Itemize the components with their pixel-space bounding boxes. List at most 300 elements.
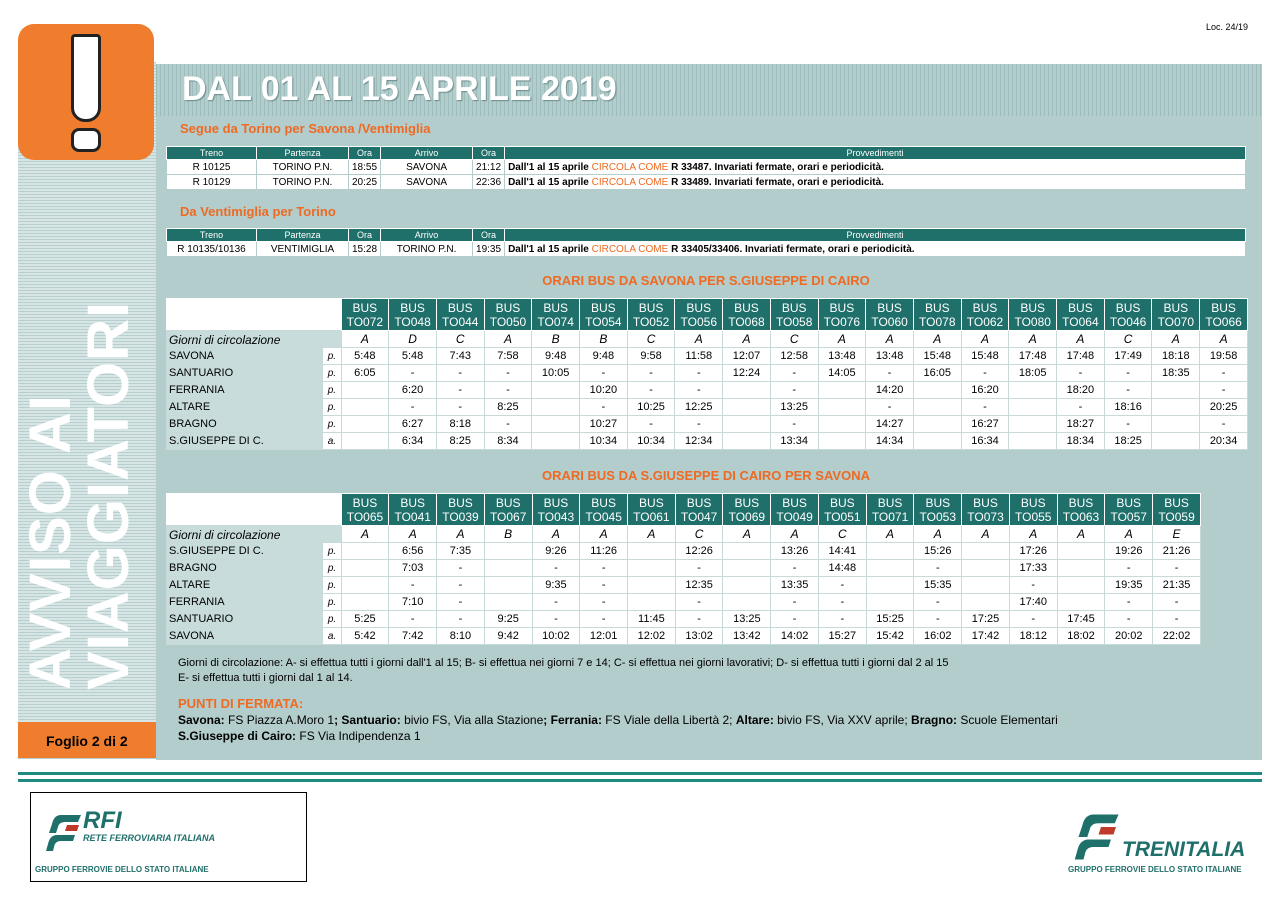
time-cell: 16:27 <box>961 416 1009 433</box>
time-cell: - <box>1104 382 1152 399</box>
time-cell: 6:05 <box>341 365 389 382</box>
time-cell <box>341 433 389 450</box>
time-cell: 19:26 <box>1105 543 1153 560</box>
bus-code-value: TO054 <box>585 314 622 329</box>
bus-code-value: TO044 <box>442 314 479 329</box>
stop-row <box>167 560 1201 577</box>
time-cell: - <box>1057 365 1105 382</box>
prov-text: Dall'1 al 15 aprile <box>508 176 592 188</box>
time-cell: 5:25 <box>341 611 389 628</box>
bus-code <box>866 299 914 331</box>
time-cell <box>1057 560 1105 577</box>
stop-pa: a. <box>323 628 341 645</box>
time-cell: - <box>389 365 437 382</box>
time-cell <box>341 399 389 416</box>
stop-name: SANTUARIO <box>167 611 323 628</box>
day-code: A <box>961 331 1009 348</box>
bus-label: BUS <box>924 300 950 315</box>
time-cell: - <box>1153 560 1201 577</box>
stop-savona-label: Savona: <box>178 713 225 727</box>
day-code: A <box>1057 526 1105 543</box>
cell-ora2: 22:36 <box>473 175 505 190</box>
column-header: Ora <box>349 229 381 242</box>
cell-arrivo: TORINO P.N. <box>381 242 473 257</box>
stops-line-1 <box>178 712 1058 728</box>
time-cell: - <box>818 594 866 611</box>
time-cell <box>723 433 771 450</box>
trenitalia-logo-icon <box>1068 812 1124 862</box>
time-cell <box>341 543 389 560</box>
prov-text: R 33489. Invariati fermate, orari e periodicità. <box>668 176 884 188</box>
bus-code <box>961 299 1009 331</box>
rfi-group: GRUPPO FERROVIE DELLO STATO ITALIANE <box>35 865 209 874</box>
time-cell: 8:34 <box>484 433 532 450</box>
time-cell: - <box>1200 365 1248 382</box>
bus-code <box>675 494 723 526</box>
bus-code <box>532 494 580 526</box>
day-code: A <box>341 526 389 543</box>
time-cell: 5:48 <box>389 348 437 365</box>
time-cell: - <box>532 594 580 611</box>
bus-code <box>866 494 914 526</box>
bus-code <box>914 494 962 526</box>
table-header-row <box>167 147 1246 160</box>
days-label: Giorni di circolazione <box>167 331 342 348</box>
day-code: A <box>1009 526 1057 543</box>
bus-label: BUS <box>448 495 473 510</box>
bus-code-value: TO066 <box>1205 314 1242 329</box>
time-cell <box>1057 594 1105 611</box>
days-row <box>167 526 1201 543</box>
bus-label: BUS <box>734 300 759 315</box>
bus-label: BUS <box>591 300 616 315</box>
train-table-ventimiglia-torino <box>166 228 1246 257</box>
time-cell <box>913 399 961 416</box>
document-reference: Loc. 24/19 <box>1205 22 1248 32</box>
footer-stripe <box>18 779 1262 782</box>
stop-row <box>167 577 1201 594</box>
time-cell: 13:42 <box>723 628 771 645</box>
time-cell: 6:20 <box>389 382 437 399</box>
time-cell: - <box>627 365 675 382</box>
stop-pa: p. <box>323 594 341 611</box>
bus-label: BUS <box>877 495 903 510</box>
time-cell <box>532 399 580 416</box>
bus-code-value: TO076 <box>823 314 861 329</box>
time-cell: - <box>1200 416 1248 433</box>
time-cell: 18:34 <box>1057 433 1105 450</box>
bus-code <box>532 299 580 331</box>
time-cell: 15:26 <box>914 543 962 560</box>
stop-pa: p. <box>323 577 341 594</box>
bus-code <box>436 299 484 331</box>
time-cell: - <box>1105 594 1153 611</box>
bus-label: BUS <box>400 495 426 510</box>
time-cell: 13:48 <box>866 348 914 365</box>
bus-code <box>771 494 819 526</box>
stop-santuario-label: ; Santuario: <box>334 713 401 727</box>
bus-label: BUS <box>972 300 998 315</box>
time-cell: - <box>1105 611 1153 628</box>
time-cell: 10:02 <box>532 628 580 645</box>
time-cell: 12:58 <box>770 348 818 365</box>
time-cell <box>818 416 866 433</box>
time-cell: 17:40 <box>1009 594 1057 611</box>
time-cell: - <box>818 611 866 628</box>
time-cell: - <box>389 577 437 594</box>
time-cell: 15:25 <box>866 611 914 628</box>
time-cell <box>866 577 914 594</box>
stop-row <box>167 365 1248 382</box>
time-cell <box>341 560 389 577</box>
time-cell <box>866 543 914 560</box>
time-cell <box>913 433 961 450</box>
time-cell: 17:48 <box>1009 348 1057 365</box>
column-header: Arrivo <box>381 229 473 242</box>
stop-row <box>167 611 1201 628</box>
time-cell: - <box>580 594 628 611</box>
column-header: Treno <box>167 229 257 242</box>
bus-code-value: TO059 <box>1158 509 1195 524</box>
bus-code-value: TO047 <box>680 509 718 524</box>
bus-label: BUS <box>782 495 807 510</box>
stop-ferrania-label: ; Ferrania: <box>543 713 602 727</box>
time-cell: 21:35 <box>1153 577 1201 594</box>
time-cell: - <box>675 594 723 611</box>
page-title: DAL 01 AL 15 APRILE 2019 <box>182 70 617 108</box>
notes-line-2: E- si effettua tutti i giorni dal 1 al 14. <box>178 672 353 684</box>
time-cell <box>484 577 532 594</box>
time-cell: 17:25 <box>962 611 1010 628</box>
time-cell <box>532 416 580 433</box>
time-cell: - <box>532 611 580 628</box>
time-cell: 18:02 <box>1057 628 1105 645</box>
time-cell: 5:42 <box>341 628 389 645</box>
time-cell: 20:25 <box>1200 399 1248 416</box>
days-label: Giorni di circolazione <box>167 526 342 543</box>
bus-label: BUS <box>400 300 425 315</box>
time-cell: 14:27 <box>866 416 914 433</box>
bus-code-value: TO041 <box>394 509 431 524</box>
column-header: Partenza <box>257 229 349 242</box>
stop-name: S.GIUSEPPE DI C. <box>167 543 323 560</box>
stop-row <box>167 348 1248 365</box>
time-cell: - <box>818 577 866 594</box>
cell-provvedimenti <box>505 160 1246 175</box>
time-cell: - <box>866 399 914 416</box>
stop-row <box>167 628 1201 645</box>
bus-code <box>341 299 389 331</box>
time-cell <box>723 560 771 577</box>
exclamation-bar <box>71 34 101 122</box>
bus-code-value: TO045 <box>585 509 622 524</box>
day-code: A <box>532 526 580 543</box>
stop-name: SAVONA <box>167 628 323 645</box>
column-header: Ora <box>349 147 381 160</box>
time-cell: 19:35 <box>1105 577 1153 594</box>
time-cell <box>341 382 389 399</box>
time-cell: 18:16 <box>1104 399 1152 416</box>
stop-cairo-label: S.Giuseppe di Cairo: <box>178 729 297 743</box>
bus-label: BUS <box>1020 495 1046 510</box>
time-cell: 17:48 <box>1057 348 1105 365</box>
stop-name: FERRANIA <box>167 594 323 611</box>
bus-label: BUS <box>543 300 568 315</box>
day-code: C <box>627 331 675 348</box>
bus-code <box>1009 494 1057 526</box>
time-cell: - <box>627 382 675 399</box>
time-cell: 15:35 <box>914 577 962 594</box>
bus-code-value: TO071 <box>871 509 909 524</box>
footer-stripe <box>18 772 1262 775</box>
bus-code-row <box>167 494 1201 526</box>
time-cell: 10:34 <box>580 433 628 450</box>
notes-line-1: Giorni di circolazione: A- si effettua tutti i giorni dall'1 al 15; B- si effettua nei giorni 7 e 14; C- si effettua nei giorni lavorativi; D- si effettua tutti i giorni dal 2 al 15 <box>178 657 949 669</box>
time-cell: 16:34 <box>961 433 1009 450</box>
stop-pa: p. <box>323 399 341 416</box>
bus-code-value: TO060 <box>871 314 908 329</box>
bus-code <box>437 494 485 526</box>
time-cell <box>532 433 580 450</box>
time-cell: - <box>1009 577 1057 594</box>
time-cell: 12:02 <box>628 628 676 645</box>
stop-row <box>167 399 1248 416</box>
day-code: B <box>580 331 628 348</box>
bus-code <box>818 299 866 331</box>
time-cell: 7:35 <box>437 543 485 560</box>
time-cell <box>1152 416 1200 433</box>
time-cell <box>723 399 771 416</box>
stop-pa: p. <box>323 382 341 399</box>
cell-ora2: 19:35 <box>473 242 505 257</box>
time-cell: 12:26 <box>675 543 723 560</box>
time-cell: 14:02 <box>771 628 819 645</box>
bus-code-value: TO062 <box>966 314 1004 329</box>
day-code: C <box>436 331 484 348</box>
time-cell <box>1057 543 1105 560</box>
time-cell: 13:35 <box>771 577 819 594</box>
time-cell: 8:10 <box>437 628 485 645</box>
cell-treno: R 10129 <box>167 175 257 190</box>
time-cell: 21:26 <box>1153 543 1201 560</box>
bus-code-value: TO056 <box>680 314 717 329</box>
time-cell <box>341 577 389 594</box>
stop-pa: p. <box>323 416 341 433</box>
day-code: A <box>913 331 961 348</box>
bus-label: BUS <box>495 495 521 510</box>
time-cell: 16:20 <box>961 382 1009 399</box>
time-cell: 13:26 <box>771 543 819 560</box>
bus-label: BUS <box>638 300 664 315</box>
time-cell: 9:25 <box>484 611 532 628</box>
time-cell <box>962 543 1010 560</box>
table-row <box>167 175 1246 190</box>
time-cell: 13:34 <box>770 433 818 450</box>
time-cell: - <box>961 365 1009 382</box>
bus-cairo-savona-heading: ORARI BUS DA S.GIUSEPPE DI CAIRO PER SAVONA <box>542 468 870 483</box>
time-cell: 7:43 <box>436 348 484 365</box>
time-cell: 18:18 <box>1152 348 1200 365</box>
stops-title: PUNTI DI FERMATA: <box>178 696 304 711</box>
time-cell: 13:25 <box>723 611 771 628</box>
column-header: Ora <box>473 147 505 160</box>
time-cell: - <box>1104 416 1152 433</box>
bus-label: BUS <box>1068 300 1093 315</box>
time-cell: 8:25 <box>436 433 484 450</box>
bus-label: BUS <box>686 495 712 510</box>
bus-code-value: TO065 <box>346 509 384 524</box>
time-cell: 11:45 <box>628 611 676 628</box>
day-code: A <box>962 526 1010 543</box>
bus-code-value: TO074 <box>537 314 574 329</box>
time-cell: - <box>580 399 628 416</box>
time-cell: - <box>437 560 485 577</box>
time-cell: 9:48 <box>532 348 580 365</box>
day-code: A <box>723 331 771 348</box>
time-cell <box>628 577 676 594</box>
bus-label: BUS <box>781 300 807 315</box>
bus-label: BUS <box>1020 300 1046 315</box>
time-cell <box>628 560 676 577</box>
stop-pa: p. <box>323 348 341 365</box>
bus-table-cairo-savona <box>166 493 1201 645</box>
bus-label: BUS <box>829 495 855 510</box>
bus-code-value: TO043 <box>537 509 575 524</box>
time-cell: 15:27 <box>818 628 866 645</box>
day-code: A <box>1200 331 1248 348</box>
time-cell: 20:34 <box>1200 433 1248 450</box>
day-code: B <box>484 526 532 543</box>
cell-ora1: 15:28 <box>349 242 381 257</box>
bus-code-value: TO052 <box>632 314 670 329</box>
bus-code <box>1057 494 1105 526</box>
time-cell <box>484 594 532 611</box>
bus-label: BUS <box>639 495 664 510</box>
bus-code-value: TO063 <box>1062 509 1100 524</box>
time-cell <box>1152 399 1200 416</box>
time-cell: - <box>627 416 675 433</box>
bus-code-value: TO053 <box>919 509 957 524</box>
stop-name: FERRANIA <box>167 382 323 399</box>
time-cell: 15:42 <box>866 628 914 645</box>
time-cell <box>628 543 676 560</box>
stop-name: SAVONA <box>167 348 323 365</box>
bus-code <box>723 299 771 331</box>
prov-text: R 33487. Invariati fermate, orari e periodicità. <box>668 161 884 173</box>
time-cell <box>723 382 771 399</box>
bus-label: BUS <box>734 495 760 510</box>
time-cell: 7:10 <box>389 594 437 611</box>
time-cell <box>866 560 914 577</box>
bus-code <box>389 494 437 526</box>
time-cell: 10:20 <box>580 382 628 399</box>
time-cell: 14:20 <box>866 382 914 399</box>
bus-label: BUS <box>352 300 378 315</box>
stop-row <box>167 382 1248 399</box>
time-cell: 14:48 <box>818 560 866 577</box>
day-code: A <box>1152 331 1200 348</box>
bus-label: BUS <box>447 300 473 315</box>
time-cell <box>341 416 389 433</box>
bus-code-value: TO078 <box>919 314 956 329</box>
stops-line-2 <box>178 728 1058 744</box>
time-cell: - <box>436 399 484 416</box>
time-cell <box>913 416 961 433</box>
cell-treno: R 10125 <box>167 160 257 175</box>
time-cell <box>818 399 866 416</box>
prov-text: Dall'1 al 15 aprile <box>508 161 592 173</box>
time-cell: 8:25 <box>484 399 532 416</box>
day-code: A <box>1105 526 1153 543</box>
bus-label: BUS <box>973 495 998 510</box>
time-cell: 22:02 <box>1153 628 1201 645</box>
time-cell: 9:42 <box>484 628 532 645</box>
time-cell: - <box>914 611 962 628</box>
day-code: A <box>341 331 389 348</box>
cell-arrivo: SAVONA <box>381 175 473 190</box>
time-cell: 14:34 <box>866 433 914 450</box>
bus-code <box>1153 494 1201 526</box>
exclamation-dot <box>71 128 101 152</box>
day-code: E <box>1153 526 1201 543</box>
bus-code-value: TO080 <box>1014 314 1051 329</box>
time-cell: 12:01 <box>580 628 628 645</box>
cell-partenza: TORINO P.N. <box>257 160 349 175</box>
day-code: A <box>771 526 819 543</box>
time-cell: 9:26 <box>532 543 580 560</box>
day-code: A <box>484 331 532 348</box>
side-title-line-2: VIAGGIATORI <box>76 300 141 690</box>
time-cell: 18:25 <box>1104 433 1152 450</box>
time-cell: - <box>532 560 580 577</box>
time-cell: - <box>389 399 437 416</box>
section-torino-savona-heading: Segue da Torino per Savona /Ventimiglia <box>180 121 431 136</box>
time-cell <box>1152 433 1200 450</box>
time-cell <box>1009 399 1057 416</box>
stop-pa: p. <box>323 543 341 560</box>
bus-code <box>913 299 961 331</box>
bus-code <box>580 299 628 331</box>
bus-code <box>723 494 771 526</box>
stop-row <box>167 416 1248 433</box>
time-cell: 7:03 <box>389 560 437 577</box>
side-title <box>18 260 141 690</box>
time-cell: 12:07 <box>723 348 771 365</box>
day-code: A <box>914 526 962 543</box>
trenitalia-name: TRENITALIA <box>1122 838 1246 861</box>
time-cell: - <box>866 365 914 382</box>
time-cell: - <box>436 382 484 399</box>
bus-code <box>389 299 437 331</box>
time-cell <box>723 594 771 611</box>
time-cell: 18:20 <box>1057 382 1105 399</box>
time-cell <box>1009 382 1057 399</box>
time-cell <box>1152 382 1200 399</box>
stop-pa: p. <box>323 611 341 628</box>
page-counter: Foglio 2 di 2 <box>18 722 156 758</box>
time-cell <box>484 543 532 560</box>
time-cell: - <box>437 611 485 628</box>
cell-partenza: VENTIMIGLIA <box>257 242 349 257</box>
time-cell: 18:12 <box>1009 628 1057 645</box>
stop-row <box>167 594 1201 611</box>
stop-name: BRAGNO <box>167 416 323 433</box>
time-cell <box>628 594 676 611</box>
day-code: D <box>389 331 437 348</box>
time-cell: 9:35 <box>532 577 580 594</box>
time-cell: 11:26 <box>580 543 628 560</box>
rfi-name: RFI <box>83 807 122 834</box>
